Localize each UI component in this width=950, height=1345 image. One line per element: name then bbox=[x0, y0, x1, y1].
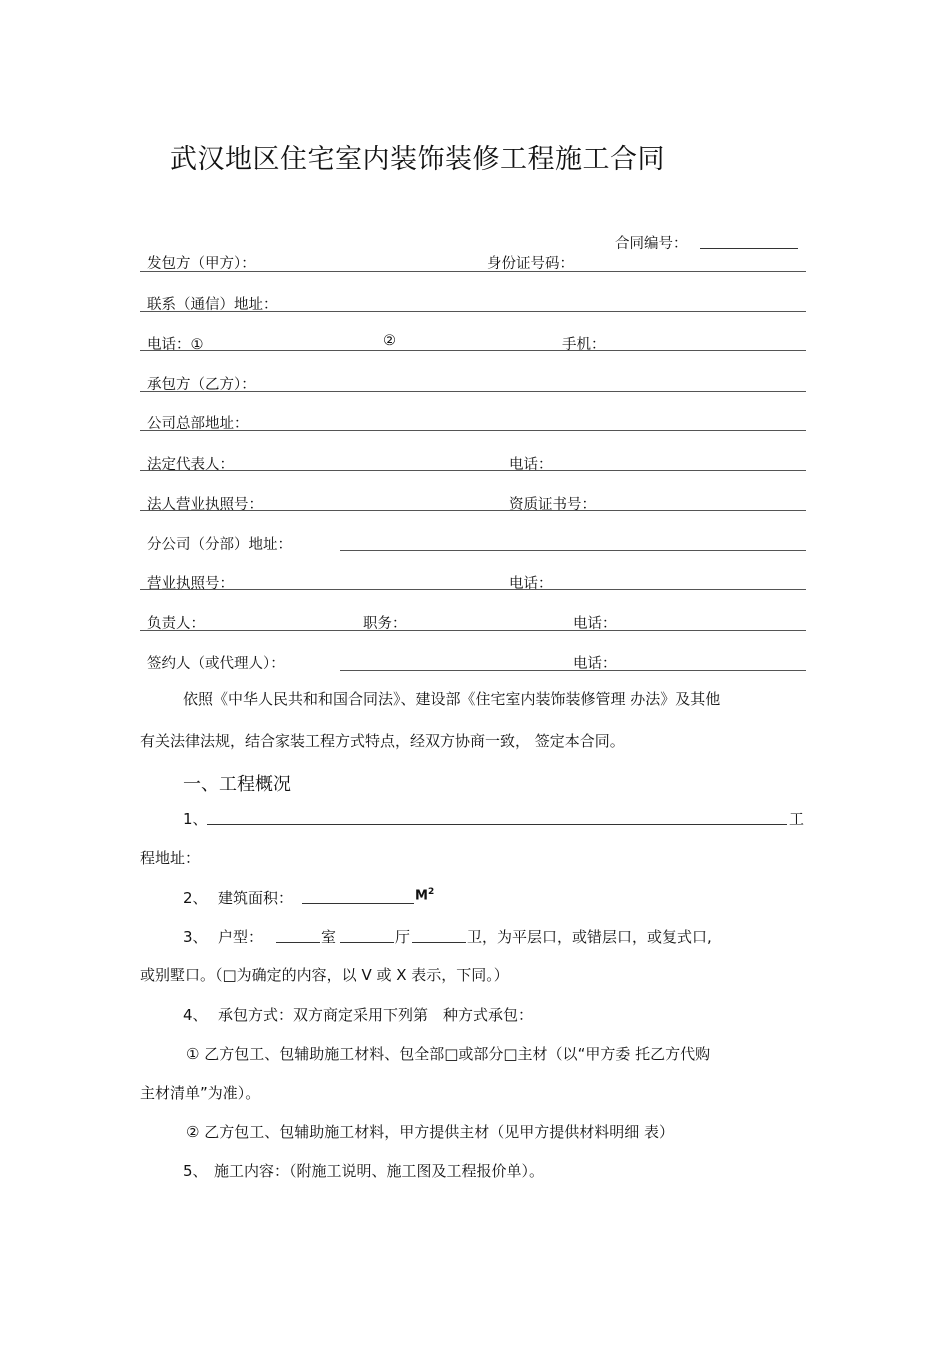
signer-label: 签约人（或代理人）： bbox=[147, 656, 285, 672]
manager-phone-label: 电话： bbox=[573, 616, 617, 632]
party-b-label: 承包方（乙方）： bbox=[147, 377, 256, 393]
id-number-label: 身份证号码： bbox=[487, 256, 574, 272]
position-label: 职务： bbox=[363, 616, 407, 632]
layout-label: 户型： bbox=[218, 928, 264, 946]
building-area-field[interactable] bbox=[302, 903, 414, 904]
branch-license-field[interactable] bbox=[140, 589, 806, 590]
hall-unit: 厅 bbox=[395, 928, 411, 946]
license-number-label: 法人营业执照号： bbox=[147, 497, 263, 513]
phone2-label: ② bbox=[383, 333, 396, 349]
license-field[interactable] bbox=[140, 510, 806, 511]
baths-field[interactable] bbox=[412, 942, 466, 943]
option-1-line-1: ① 乙方包工、包辅助施工材料、包全部□或部分□主材（以“甲方委 托乙方代购 bbox=[186, 1045, 711, 1063]
cert-number-label: 资质证书号： bbox=[509, 497, 596, 513]
manager-label: 负责人： bbox=[147, 616, 205, 632]
party-a-label: 发包方（甲方）： bbox=[147, 256, 256, 272]
document-title: 武汉地区住宅室内装饰装修工程施工合同 bbox=[170, 144, 665, 175]
preamble-line-1: 依照《中华人民共和和国合同法》、建设部《住宅室内装饰装修管理 办法》及其他 bbox=[183, 690, 721, 708]
option-1-line-2: 主材清单”为准）。 bbox=[140, 1084, 261, 1102]
branch-address-field[interactable] bbox=[340, 550, 806, 551]
contract-number-field[interactable] bbox=[700, 248, 798, 249]
project-name-field[interactable] bbox=[207, 824, 787, 825]
contract-method-text: 承包方式：双方商定采用下列第 种方式承包： bbox=[218, 1006, 534, 1024]
option-2-text: ② 乙方包工、包辅助施工材料，甲方提供主材（见甲方提供材料明细 表） bbox=[186, 1123, 674, 1141]
room-unit: 室 bbox=[321, 928, 337, 946]
building-area-label: 建筑面积： bbox=[218, 889, 294, 907]
party-a-field[interactable] bbox=[140, 271, 806, 272]
hq-address-label: 公司总部地址： bbox=[147, 416, 249, 432]
contact-address-field[interactable] bbox=[140, 311, 806, 312]
item-3-number: 3、 bbox=[183, 928, 208, 946]
hq-address-field[interactable] bbox=[140, 430, 806, 431]
construction-content-text: 施工内容：（附施工说明、施工图及工程报价单）。 bbox=[214, 1162, 545, 1180]
branch-address-label: 分公司（分部）地址： bbox=[147, 537, 292, 553]
branch-phone-label: 电话： bbox=[509, 576, 553, 592]
phone-field[interactable] bbox=[140, 350, 806, 351]
rooms-field[interactable] bbox=[276, 942, 320, 943]
item-5-number: 5、 bbox=[183, 1162, 208, 1180]
signer-field[interactable] bbox=[340, 670, 806, 671]
legal-rep-field[interactable] bbox=[140, 470, 806, 471]
item-4-number: 4、 bbox=[183, 1006, 208, 1024]
legal-rep-label: 法定代表人： bbox=[147, 457, 234, 473]
halls-field[interactable] bbox=[340, 942, 394, 943]
bath-unit-text: 卫，为平层口，或错层口，或复式口, bbox=[467, 928, 712, 946]
mobile-label: 手机： bbox=[562, 337, 606, 353]
party-b-field[interactable] bbox=[140, 391, 806, 392]
section-heading: 一、工程概况 bbox=[183, 774, 291, 795]
contract-number-label: 合同编号： bbox=[615, 236, 688, 252]
item-1-end: 工 bbox=[789, 810, 805, 828]
item-1-number: 1、 bbox=[183, 810, 208, 828]
phone-label: 电话：① bbox=[147, 337, 204, 353]
layout-continuation: 或别墅口。（□为确定的内容，以 V 或 X 表示，下同。） bbox=[140, 966, 509, 984]
project-address-label: 程地址： bbox=[140, 849, 201, 867]
legal-rep-phone-label: 电话： bbox=[509, 457, 553, 473]
branch-license-label: 营业执照号： bbox=[147, 576, 234, 592]
item-2-number: 2、 bbox=[183, 889, 208, 907]
preamble-line-2: 有关法律法规，结合家装工程方式特点，经双方协商一致， 签定本合同。 bbox=[140, 732, 625, 750]
contact-address-label: 联系（通信）地址： bbox=[147, 297, 278, 313]
area-unit: $M^2$ bbox=[415, 887, 435, 904]
manager-field[interactable] bbox=[140, 630, 806, 631]
signer-phone-label: 电话： bbox=[573, 656, 617, 672]
